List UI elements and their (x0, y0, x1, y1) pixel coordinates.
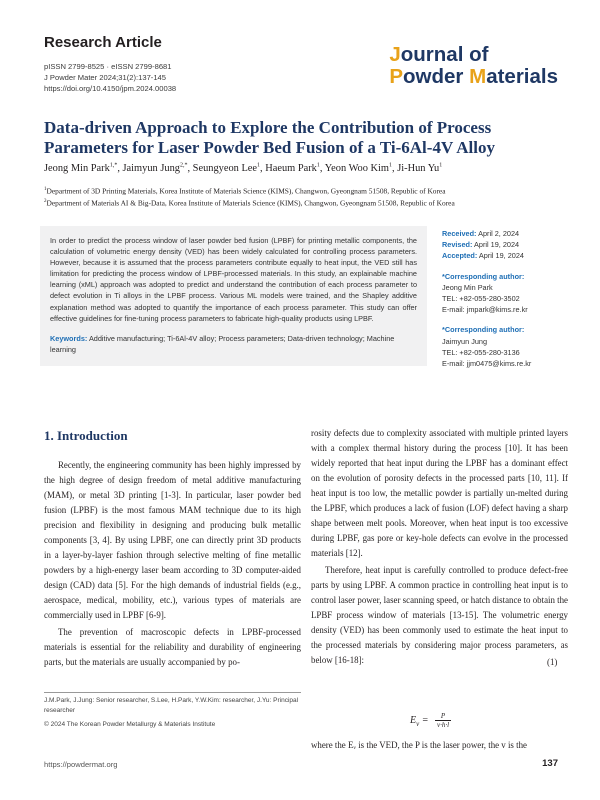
footnote-divider (44, 692, 301, 693)
abstract-box (40, 226, 427, 366)
corresponding-author-2: *Corresponding author: Jaimyun Jung TEL: +82-055-280-3136 E-mail: jjm0475@kims.re.kr (442, 324, 572, 369)
author-list (44, 163, 442, 174)
affiliation: $^2$Department of Materials AI & Big-Data, Korea Institute of Materials Science (KIMS), Changwon, Gyeongnam 51508, Republic of Korea (44, 198, 455, 208)
affiliations (44, 184, 455, 209)
equation-fraction: $\frac{P}{v\cdot h\cdot l}$ (436, 712, 450, 729)
journal-logo (389, 44, 558, 88)
keywords-label: Keywords: (50, 333, 88, 343)
article-type: Research Article (44, 34, 162, 51)
affiliation: $^1$Department of 3D Printing Materials, Korea Institute of Materials Science (KIMS), Changwon, Gyeongnam 51508, Republic of Korea (44, 186, 446, 196)
equation: $E_v$ = $\frac{P}{v\cdot h\cdot l}$ (410, 712, 450, 729)
author: Seungyeon Lee$^1$, (192, 163, 266, 175)
dates (442, 228, 572, 262)
revised-date: Revised: April 19, 2024 (442, 240, 520, 250)
paragraph: rosity defects due to complexity associated with multiple printed layers with a complex thermal history during the process [10]. It has been widely reported that heat input during the LPBF has a dominant effect on the evolution of porosity defects in the processed parts [10, 11]. If heat input is too low, the metallic powder is partially un-melted during the LPBF, which produces a lack of fusion (LOF) defect having a sharp shape between melt pools. Moreover, when heat input is too excessive during LPBF, gas pore or key-hole defects can evolve in the processed materials [12]. (311, 428, 568, 558)
author: Jaimyun Jung$^{2,*}$, (122, 163, 193, 175)
body-column-left (44, 428, 301, 672)
author: Jeong Min Park$^{1,*}$, (44, 163, 123, 175)
keywords (50, 333, 417, 355)
journal-logo-line2: Powder Materials (389, 65, 558, 88)
journal-logo-line1: Journal of (389, 43, 489, 66)
doi-link[interactable]: https://doi.org/10.4150/jpm.2024.00038 (44, 84, 177, 93)
article-title: Data-driven Approach to Explore the Contribution of Process Parameters for Laser Powder Bed Fusion of a Ti-6Al-4V Alloy (44, 118, 495, 157)
keywords-text: Additive manufacturing; Ti-6Al-4V alloy; Process parameters; Data-driven technology; Machine learning (50, 333, 395, 354)
contributor-note: J.M.Park, J.Jung: Senior researcher, S.Lee, H.Park, Y.W.Kim: researcher, J.Yu: Principal researcher (44, 697, 299, 714)
email-link[interactable]: E-mail: jjm0475@kims.re.kr (442, 359, 532, 369)
abstract-text: In order to predict the process window of laser powder bed fusion (LPBF) for printing metallic components, the calculation of volumetric energy density (VED) has been widely calculated for controlling process parameters. However, because it is assumed that the process parameters contribute equally to heat input, the VED still has limitation for predicting the process window of LPBF-processed materials. In this study, an explainable machine learning (xML) approach was adopted to predict and understand the contribution of each process parameter to defect evolution in Ti alloys in the LPBF process. Various ML models were trained, and the Shapley additive explanation method was adopted to quantify the importance of each process parameter. This study can offer effective guidelines for fine-tuning process parameters to fabricate high-quality products using LPBF. (50, 236, 417, 323)
issn: pISSN 2799-8525 · eISSN 2799-8681 (44, 62, 172, 71)
header-left (44, 34, 176, 94)
author: Ji-Hun Yu$^1$ (397, 163, 443, 175)
section-heading: 1. Introduction (44, 428, 128, 443)
meta-block (44, 61, 176, 94)
paragraph: Recently, the engineering community has been highly impressed by the high degree of design freedom of metal additive manufacturing (MAM), or metal 3D printing [1-3]. In particular, laser powder bed fusion (LPBF) is the most famous MAM technique due to its high precision and flexibility in designing and producing bulk metallic components [3, 4]. By using LPBF, one can directly print 3D products in a layer-by-layer fashion through selective melting of fine metallic powders by a high-energy laser beam according to 3D computer-aided design (CAD) data [5]. For the high demands of industrial fields (e.g., aerospace, medical, mobility, etc.), various types of materials are commercially used in LPBF [6-9]. (44, 460, 301, 620)
author: Haeum Park$^1$, (265, 163, 325, 175)
citation: J Powder Mater 2024;31(2):137-145 (44, 73, 166, 82)
body-column-right (311, 426, 568, 670)
author: Yeon Woo Kim$^1$, (324, 163, 398, 175)
paragraph: Therefore, heat input is carefully controlled to produce defect-free parts by using LPBF. A common practice in controlling heat input is to control laser power, laser scanning speed, or hatch distance to obtain the LPBF process window of materials [13-15]. The volumetric energy density (VED) has been commonly used to estimate the heat input to the processed materials by considering major process parameters, as below [16-18]: (311, 565, 568, 665)
received-date: Received: April 2, 2024 (442, 229, 520, 238)
accepted-date: Accepted: April 19, 2024 (442, 251, 524, 261)
article-info (442, 228, 572, 378)
paragraph: where the Eᵥ is the VED, the P is the laser power, the v is the (311, 740, 527, 750)
page-number: 137 (542, 758, 558, 769)
email-link[interactable]: E-mail: jmpark@kims.re.kr (442, 305, 528, 315)
footnote (44, 696, 301, 730)
copyright: © 2024 The Korean Powder Metallurgy & Materials Institute (44, 721, 216, 728)
equation-number: (1) (547, 657, 558, 667)
corresponding-author-1: *Corresponding author: Jeong Min Park TEL: +82-055-280-3502 E-mail: jmpark@kims.re.kr (442, 271, 572, 316)
paragraph: The prevention of macroscopic defects in LPBF-processed materials is essential for the reliability and durability of engineering parts, but the materials are usually accompanied by po- (44, 627, 301, 667)
footer-url[interactable]: https://powdermat.org (44, 760, 118, 769)
